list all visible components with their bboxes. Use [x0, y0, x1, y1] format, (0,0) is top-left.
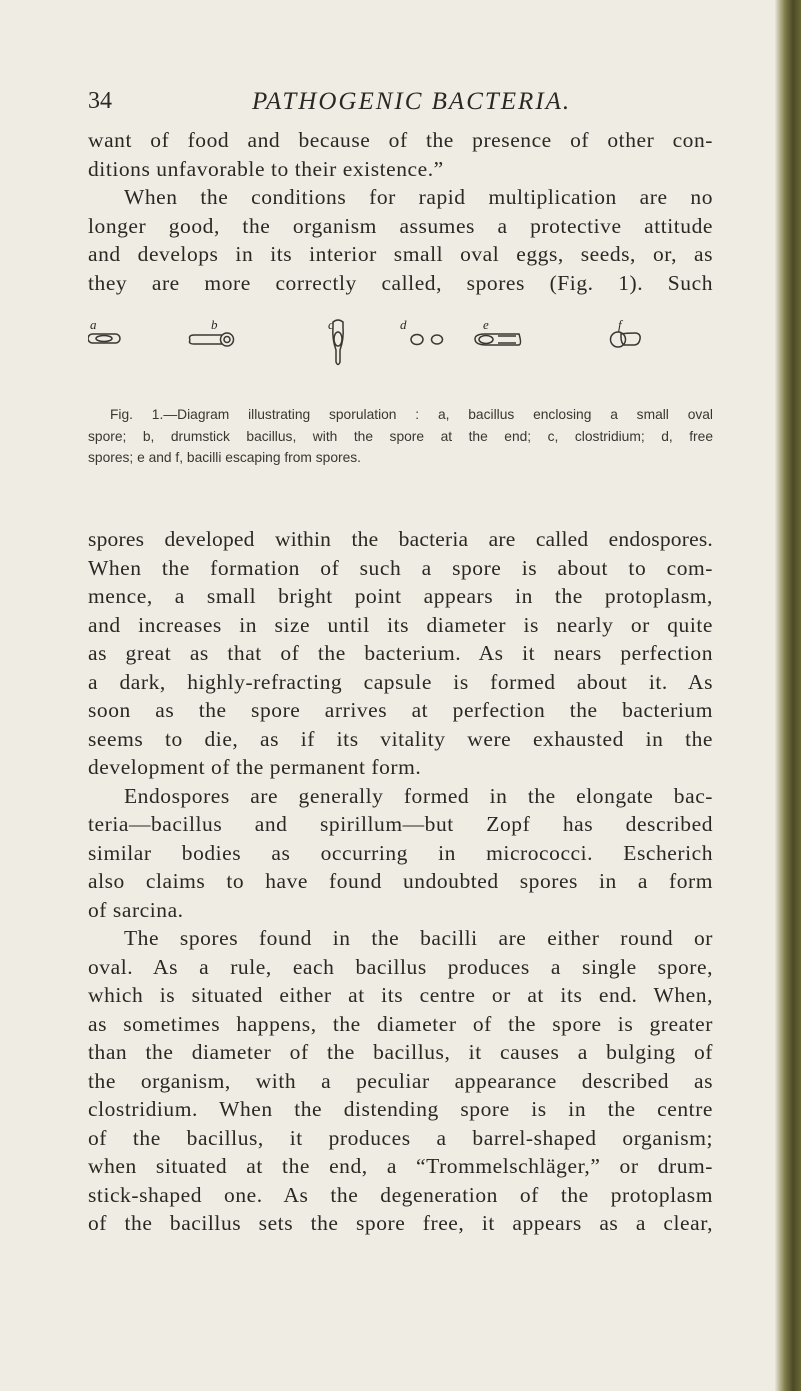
text-line: ditions unfavorable to their existence.”	[88, 156, 444, 181]
text-line: than the diameter of the bacillus, it causes a bulging of	[88, 1040, 713, 1064]
text-line: a dark, highly-refracting capsule is formed about it. As	[88, 669, 713, 694]
text-line: which is situated either at its centre or at its end. When,	[88, 983, 713, 1007]
caption-line: spores; e and f, bacilli escaping from spores.	[88, 450, 362, 465]
text-line: mence, a small bright point appears in the protoplasm,	[88, 584, 713, 608]
figure-sporulation	[88, 317, 713, 397]
bacillus-f	[611, 332, 641, 347]
bacillus-b	[190, 333, 234, 346]
text-line: and increases in size until its diameter is nearly or quite	[88, 612, 713, 637]
figure-drawing	[88, 317, 713, 397]
text-line: want of food and because of the presence of other con-	[88, 128, 713, 152]
figure-label-c: c	[328, 317, 334, 332]
text-line: When the conditions for rapid multiplication are no	[124, 185, 713, 209]
text-line: stick-shaped one. As the degeneration of the protoplasm	[88, 1182, 713, 1207]
text-line: similar bodies as occurring in micrococci. Escherich	[88, 840, 713, 865]
figure-label-b: b	[211, 317, 218, 332]
text-line: they are more correctly called, spores (Fig. 1). Such	[88, 270, 713, 295]
figure-label-e: e	[483, 317, 489, 332]
text-line: soon as the spore arrives at perfection the bacterium	[88, 698, 713, 722]
text-line: when situated at the end, a “Trommelschläger,” or drum-	[88, 1154, 713, 1178]
figure-label-d: d	[400, 317, 407, 332]
body-paragraphs	[88, 525, 713, 1238]
text-line: When the formation of such a spore is about to com-	[88, 555, 713, 580]
text-line: seems to die, as if its vitality were exhausted in the	[88, 726, 713, 751]
text-line: development of the permanent form.	[88, 755, 422, 779]
page-edge-shadow	[775, 0, 801, 1391]
text-line: and develops in its interior small oval eggs, seeds, or, as	[88, 242, 713, 266]
text-line: spores developed within the bacteria are called endospores.	[88, 527, 713, 551]
text-line: oval. As a rule, each bacillus produces a single spore,	[88, 954, 713, 979]
figure-label-a: a	[90, 317, 97, 332]
caption-line: Fig. 1.—Diagram illustrating sporulation : a, bacillus enclosing a small oval	[110, 407, 713, 422]
running-title: PATHOGENIC BACTERIA.	[252, 88, 572, 115]
bacillus-c	[333, 320, 343, 365]
text-line: also claims to have found undoubted spores in a form	[88, 869, 713, 893]
text-line: clostridium. When the distending spore is in the centre	[88, 1097, 713, 1121]
figure-caption	[88, 404, 713, 469]
text-line: longer good, the organism assumes a protective attitude	[88, 213, 713, 238]
text-line: as sometimes happens, the diameter of the spore is greater	[88, 1011, 713, 1036]
top-paragraphs	[88, 126, 713, 297]
running-head	[0, 88, 801, 128]
text-line: as great as that of the bacterium. As it nears perfection	[88, 641, 713, 665]
text-line: of sarcina.	[88, 897, 184, 922]
caption-line: spore; b, drumstick bacillus, with the spore at the end; c, clostridium; d, free	[88, 428, 713, 444]
text-line: Endospores are generally formed in the elongate bac-	[124, 783, 713, 808]
text-line: The spores found in the bacilli are either round or	[124, 926, 713, 950]
spores-d	[411, 335, 443, 345]
text-line: the organism, with a peculiar appearance described as	[88, 1068, 713, 1093]
figure-label-f: f	[618, 317, 622, 332]
text-line: of the bacillus sets the spore free, it appears as a clear,	[88, 1211, 713, 1235]
bacillus-a	[88, 334, 120, 343]
text-line: of the bacillus, it produces a barrel-shaped organism;	[88, 1125, 713, 1150]
bacillus-e	[475, 334, 521, 345]
text-line: teria—bacillus and spirillum—but Zopf has described	[88, 812, 713, 836]
page-number: 34	[88, 88, 112, 114]
